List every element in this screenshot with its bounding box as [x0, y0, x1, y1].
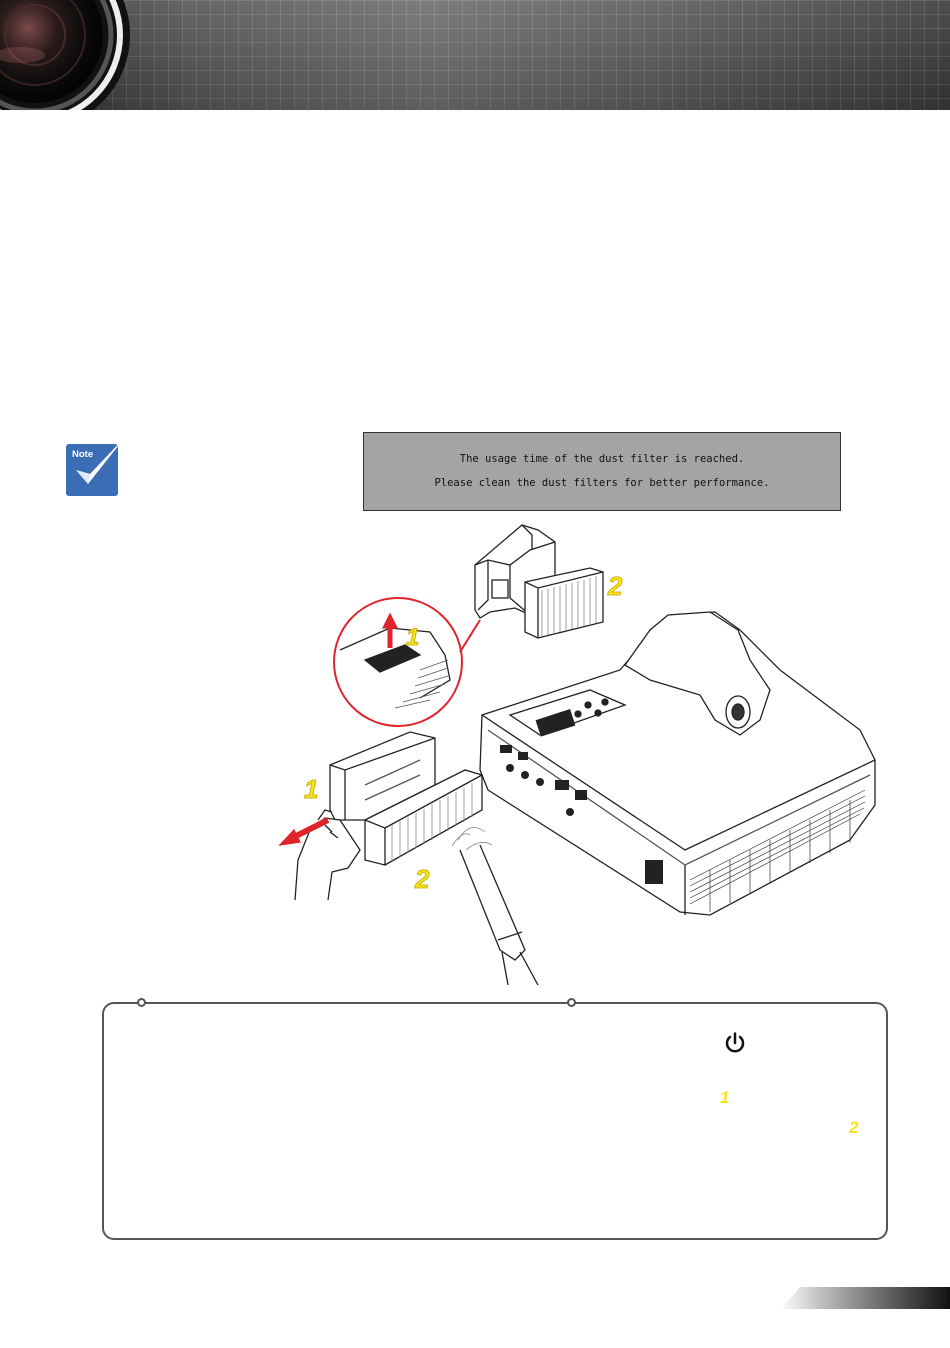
- lens-graphic: [0, 0, 140, 110]
- dust-filter-message-box: [363, 432, 841, 511]
- power-icon: [724, 1032, 746, 1054]
- box-ring-left: [137, 998, 146, 1007]
- step-label-1: 1: [720, 1088, 730, 1107]
- footer-page-bar: [780, 1287, 950, 1309]
- box-ring-right: [567, 998, 576, 1007]
- page-header-banner: [0, 0, 950, 110]
- callout-1-lower: 1: [304, 774, 319, 804]
- note-icon: [64, 434, 130, 498]
- magnified-detail-circle: [334, 598, 480, 726]
- step-label-2: 2: [849, 1118, 859, 1137]
- message-line-2: Please clean the dust filters for better performance.: [434, 477, 770, 489]
- note-icon-label: Note: [72, 449, 94, 460]
- callout-1-detail: 1: [406, 624, 420, 651]
- brush-drawing: [452, 828, 538, 986]
- callout-2-lower: 2: [415, 864, 430, 894]
- dust-filter-illustration: [270, 520, 890, 985]
- projector-body: [480, 612, 875, 915]
- message-line-1: The usage time of the dust filter is reached.: [459, 453, 745, 465]
- callout-2-upper: 2: [608, 571, 623, 601]
- cleaning-steps-box: [102, 1002, 888, 1240]
